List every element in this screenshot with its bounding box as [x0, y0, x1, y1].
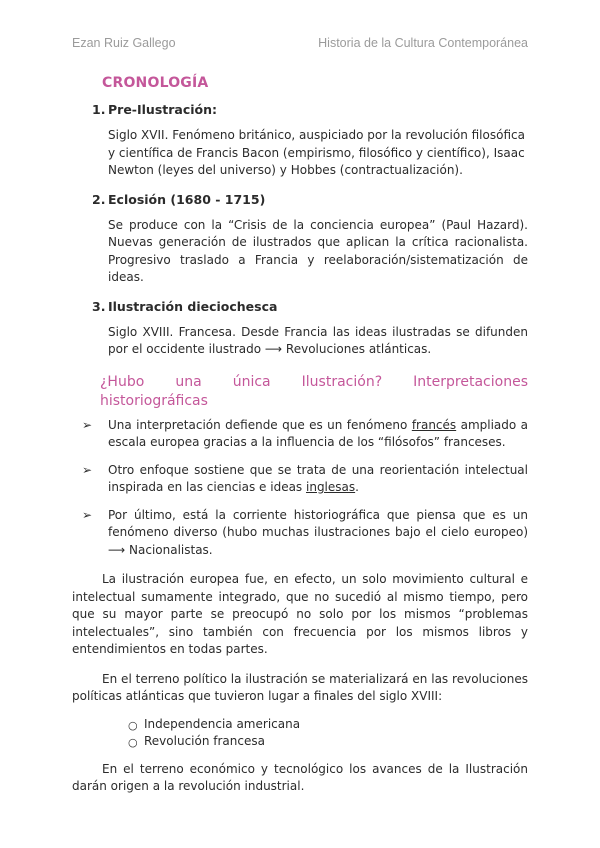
item-title: Ilustración dieciochesca: [108, 298, 278, 314]
arrow-bullet-icon: ➢: [82, 507, 93, 522]
arrow-bullet-icon: ➢: [82, 417, 93, 432]
underlined-word: inglesas: [306, 480, 356, 494]
interpretaciones-list: [72, 417, 528, 560]
paragraph-3: En el terreno económico y tecnológico los avances de la Ilustración darán origen a la revolución industrial.: [72, 761, 528, 793]
underlined-word: francés: [411, 417, 457, 432]
cronologia-item-1: [92, 100, 528, 180]
arrow-bullet-icon: ➢: [82, 462, 93, 477]
interpretaciones-heading: ¿Hubo una única Ilustración? Interpretaciones historiográficas: [100, 373, 528, 409]
cronologia-item-3: [92, 297, 528, 359]
circle-bullet-icon: ○: [128, 718, 138, 732]
list-item: ○ Revolución francesa: [72, 733, 528, 751]
page-content: [72, 68, 528, 796]
item-title: Eclosión (1680 - 1715): [108, 191, 266, 207]
list-item: ➢ Una interpretación defiende que es un fenómeno francés ampliado a escala europea gracias a la influencia de los “filósofos” franceses.: [82, 417, 528, 449]
header-author: Ezan Ruiz Gallego: [72, 36, 176, 50]
list-item: ○ Independencia americana: [72, 716, 528, 734]
item-text: Siglo XVII. Fenómeno británico, auspiciado por la revolución filosófica y científica de Francis Bacon (empirismo, filosófico y científico), Isaac Newton (leyes del universo) y Hobbes (contractualización).: [108, 128, 525, 177]
list-item: ➢ Por último, está la corriente historiográfica que piensa que es un fenómeno diverso (hubo muchas ilustraciones bajo el cielo europeo) ⟶ Nacionalistas.: [82, 507, 528, 557]
item-number: 1.: [92, 102, 106, 117]
cronologia-item-2: [92, 190, 528, 287]
item-text: Siglo XVIII. Francesa. Desde Francia las ideas ilustradas se difunden por el occidente ilustrado ⟶ Revoluciones atlánticas.: [108, 324, 528, 356]
item-number: 3.: [92, 298, 106, 314]
paragraph-2: En el terreno político la ilustración se materializará en las revoluciones políticas atlánticas que tuvieron lugar a finales del siglo XVIII:: [72, 671, 528, 703]
circle-bullet-icon: ○: [128, 736, 138, 749]
page-header: [72, 36, 528, 54]
item-number: 2.: [92, 191, 106, 207]
list-item: ➢ Otro enfoque sostiene que se trata de una reorientación intelectual inspirada en las ciencias e ideas inglesas.: [82, 462, 528, 494]
header-subject: Historia de la Cultura Contemporánea: [318, 36, 528, 50]
paragraph-1: La ilustración europea fue, en efecto, un solo movimiento cultural e intelectual sumamente integrado, que no sucedió al mismo tiempo, pero que su mayor parte se preocupó no solo por los mismos “problemas intelectuales”, sino también con frecuencia por los mismos libros y entendimientos en todas partes.: [72, 572, 528, 656]
cronologia-heading: CRONOLOGÍA: [102, 75, 209, 91]
item-title: Pre-Ilustración:: [108, 102, 218, 117]
revoluciones-list: [72, 716, 528, 751]
item-text: Se produce con la “Crisis de la conciencia europea” (Paul Hazard). Nuevas generación de ilustrados que aplican la crítica racionalista. Progresivo traslado a Francia y reelaboración/sistematización de ideas.: [108, 217, 528, 284]
